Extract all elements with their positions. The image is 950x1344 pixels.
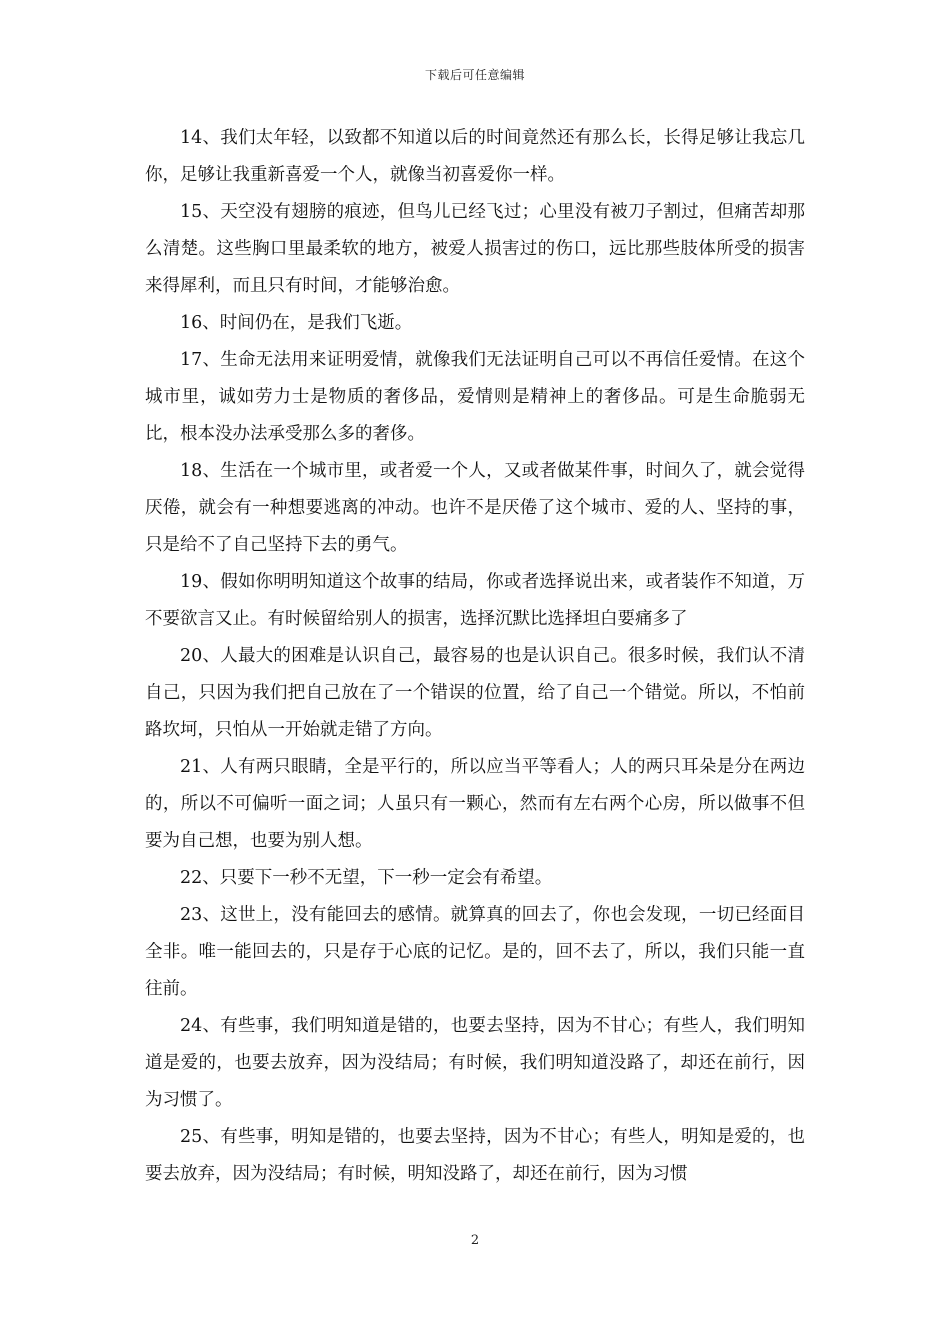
paragraph-17: 17、生命无法用来证明爱情，就像我们无法证明自己可以不再信任爱情。在这个城市里，诚如劳力士是物质的奢侈品，爱情则是精神上的奢侈品。可是生命脆弱无比，根本没办法承受那么多的奢侈。 (145, 350, 805, 444)
paragraph-23: 23、这世上，没有能回去的感情。就算真的回去了，你也会发现，一切已经面目全非。唯一能回去的，只是存于心底的记忆。是的，回不去了，所以，我们只能一直往前。 (145, 905, 805, 999)
paragraph-24: 24、有些事，我们明知道是错的，也要去坚持，因为不甘心；有些人，我们明知道是爱的，也要去放弃，因为没结局；有时候，我们明知道没路了，却还在前行，因为习惯了。 (145, 1016, 805, 1110)
paragraph-22: 22、只要下一秒不无望，下一秒一定会有希望。 (180, 868, 553, 888)
paragraph-18: 18、生活在一个城市里，或者爱一个人，又或者做某件事，时间久了，就会觉得厌倦，就会有一种想要逃离的冲动。也许不是厌倦了这个城市、爱的人、坚持的事，只是给不了自己坚持下去的勇气。 (145, 461, 805, 555)
paragraph-21: 21、人有两只眼睛，全是平行的，所以应当平等看人；人的两只耳朵是分在两边的，所以不可偏听一面之词；人虽只有一颗心，然而有左右两个心房，所以做事不但要为自己想，也要为别人想。 (145, 757, 805, 851)
paragraph-25: 25、有些事，明知是错的，也要去坚持，因为不甘心；有些人，明知是爱的，也要去放弃，因为没结局；有时候，明知没路了，却还在前行，因为习惯 (145, 1127, 805, 1184)
paragraph-20: 20、人最大的困难是认识自己，最容易的也是认识自己。很多时候，我们认不清自己，只因为我们把自己放在了一个错误的位置，给了自己一个错觉。所以，不怕前路坎坷，只怕从一开始就走错了方向。 (145, 646, 805, 740)
paragraph-16: 16、时间仍在，是我们飞逝。 (180, 313, 413, 333)
document-body (145, 120, 805, 1193)
paragraph-14: 14、我们太年轻，以致都不知道以后的时间竟然还有那么长，长得足够让我忘几你，足够让我重新喜爱一个人，就像当初喜爱你一样。 (145, 128, 805, 185)
page-header: 下载后可任意编辑 (424, 68, 525, 82)
paragraph-15: 15、天空没有翅膀的痕迹，但鸟儿已经飞过；心里没有被刀子割过，但痛苦却那么清楚。这些胸口里最柔软的地方，被爱人损害过的伤口，远比那些肢体所受的损害来得犀利，而且只有时间，才能够治愈。 (145, 202, 805, 296)
paragraph-19: 19、假如你明明知道这个故事的结局，你或者选择说出来，或者装作不知道，万不要欲言又止。有时候留给别人的损害，选择沉默比选择坦白要痛多了 (145, 572, 805, 629)
page-number: 2 (470, 1233, 480, 1248)
